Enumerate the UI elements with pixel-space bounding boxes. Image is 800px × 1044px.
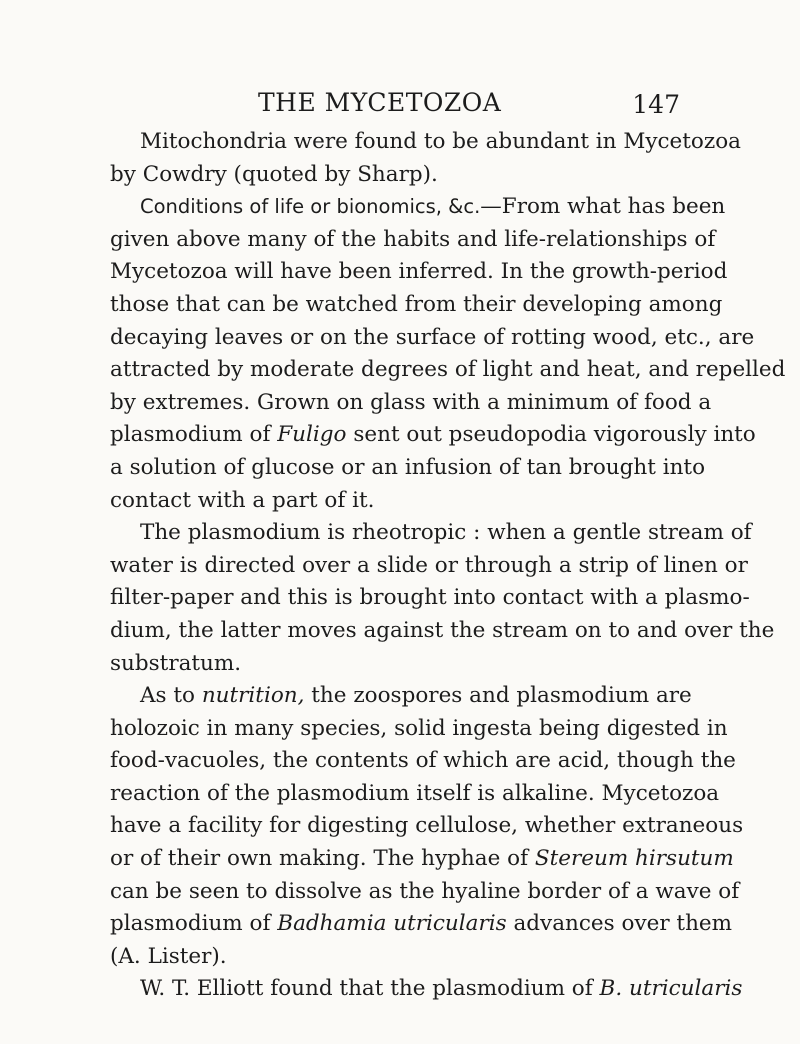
text-line: have a facility for digesting cellulose, whether extraneous [110, 813, 744, 839]
text-span: plasmodium of [110, 422, 278, 448]
text-line: dium, the latter moves against the stream on to and over the [110, 617, 775, 643]
text-line: food-vacuoles, the contents of which are acid, though the [110, 748, 736, 774]
text-span: W. T. Elliott found that the plasmodium of [140, 976, 600, 1002]
text-line [110, 843, 734, 876]
text-line [110, 908, 733, 941]
text-line: attracted by moderate degrees of light and heat, and repelled [110, 357, 786, 383]
species-name: Badhamia utricularis [277, 911, 507, 937]
text-line: (A. Lister). [110, 943, 227, 969]
text-line: filter-paper and this is brought into contact with a plasmo- [110, 585, 750, 611]
text-line [110, 973, 743, 1006]
text-line: holozoic in many species, solid ingesta being digested in [110, 715, 728, 741]
text-line: Mitochondria were found to be abundant in Mycetozoa [140, 129, 741, 154]
text-line: a solution of glucose or an infusion of tan brought into [110, 454, 706, 480]
text-line: contact with a part of it. [110, 487, 375, 513]
text-line: given above many of the habits and life-relationships of [110, 226, 716, 252]
text-span: plasmodium of [110, 911, 278, 937]
genus-name: Fuligo [277, 422, 347, 448]
emphasis: nutrition, [201, 683, 305, 709]
text-line [110, 191, 726, 224]
body-text [110, 126, 786, 1006]
text-line: The plasmodium is rheotropic : when a gentle stream of [140, 520, 752, 546]
text-span: —From what has been [480, 194, 726, 220]
text-line: can be seen to dissolve as the hyaline border of a wave of [110, 878, 740, 904]
text-line [110, 680, 692, 713]
page-number: 147 [632, 90, 680, 119]
text-span: sent out pseudopodia vigorously into [346, 422, 756, 448]
text-span: the zoospores and plasmodium are [304, 683, 692, 709]
species-name: B. utricularis [599, 976, 743, 1002]
text-span: or of their own making. The hyphae of [110, 846, 535, 872]
text-line: those that can be watched from their developing among [110, 291, 723, 317]
text-line: water is directed over a slide or through a strip of linen or [110, 552, 748, 578]
running-head: THE MYCETOZOA [258, 88, 502, 117]
text-line: reaction of the plasmodium itself is alkaline. Mycetozoa [110, 780, 720, 806]
text-span: advances over them [506, 911, 733, 937]
text-line: substratum. [110, 650, 242, 676]
section-heading: Conditions of life or bionomics, &c. [140, 195, 481, 219]
page-header [110, 88, 680, 128]
text-line: Mycetozoa will have been inferred. In the growth-period [110, 259, 728, 285]
text-line: decaying leaves or on the surface of rotting wood, etc., are [110, 324, 755, 350]
text-line: by extremes. Grown on glass with a minimum of food a [110, 389, 712, 415]
text-span: As to [140, 683, 202, 709]
species-name: Stereum hirsutum [534, 846, 734, 872]
text-line [110, 419, 756, 452]
text-line: by Cowdry (quoted by Sharp). [110, 161, 438, 187]
